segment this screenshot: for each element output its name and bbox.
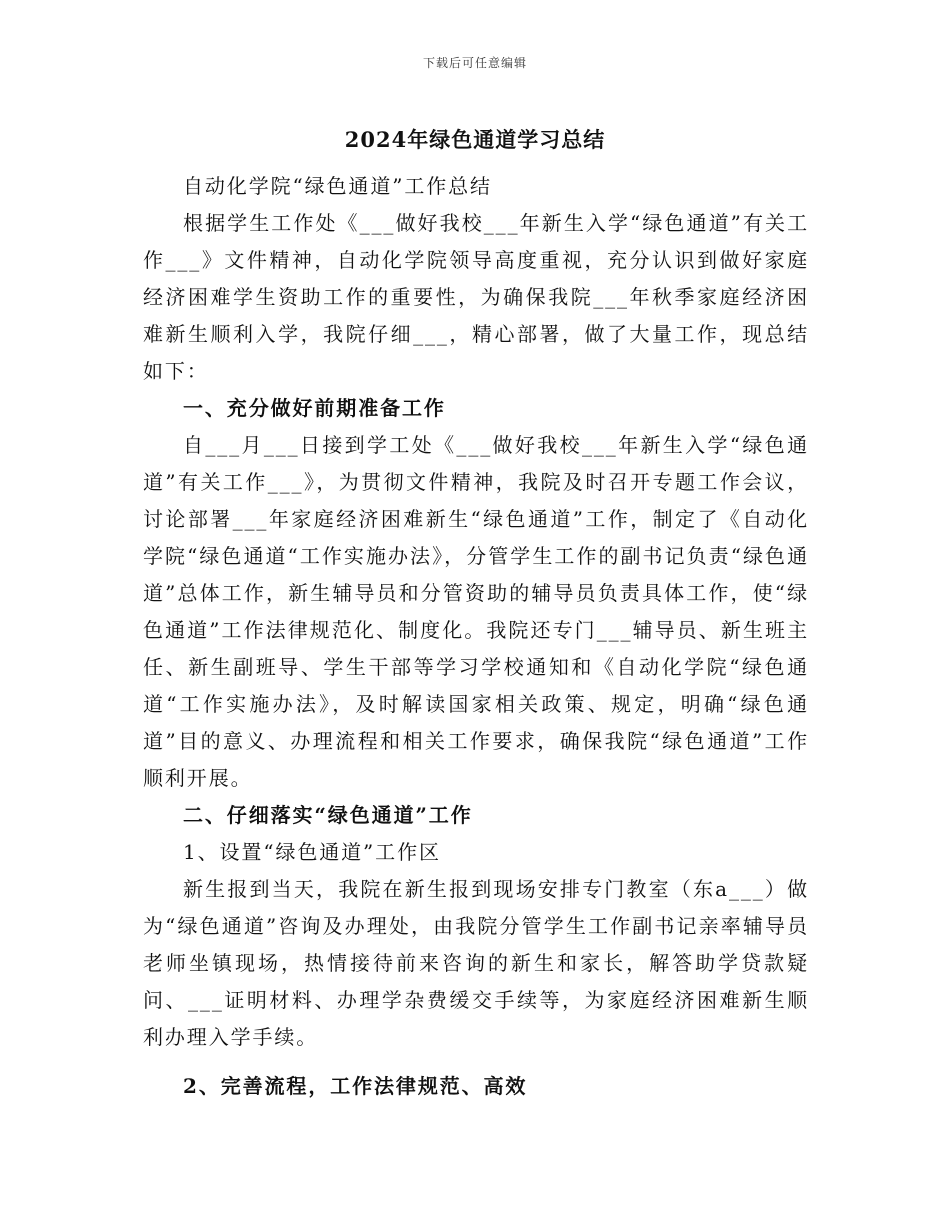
section-heading-2: 二、仔细落实“绿色通道”工作: [183, 803, 473, 827]
section-1-paragraph: 自___月___日接到学工处《___做好我校___年新生入学“绿色通道”有关工作___》，为贯彻文件精神，我院及时召开专题工作会议，讨论部署___年家庭经济困难新生“绿色通道”工作，制定了《自动化学院“绿色通道“工作实施办法》，分管学生工作的副书记负责“绿色通道”总体工作，新生辅导员和分管资助的辅导员负责具体工作，使“绿色通道”工作法律规范化、制度化。我院还专门___辅导员、新生班主任、新生副班导、学生干部等学习学校通知和《自动化学院“绿色通道“工作实施办法》，及时解读国家相关政策、规定，明确“绿色通道”目的意义、办理流程和相关工作要求，确保我院“绿色通道”工作顺利开展。: [143, 433, 809, 790]
document-body: [143, 168, 809, 1105]
section-2-1-paragraph: 新生报到当天，我院在新生报到现场安排专门教室（东a___）做为“绿色通道”咨询及办理处，由我院分管学生工作副书记亲率辅导员老师坐镇现场，热情接待前来咨询的新生和家长，解答助学贷款疑问、___证明材料、办理学杂费缓交手续等，为家庭经济困难新生顺利办理入学手续。: [143, 877, 809, 1049]
subtitle-paragraph: 自动化学院“绿色通道”工作总结: [183, 174, 492, 198]
intro-paragraph: 根据学生工作处《___做好我校___年新生入学“绿色通道”有关工作___》文件精神，自动化学院领导高度重视，充分认识到做好家庭经济困难学生资助工作的重要性，为确保我院___年秋季家庭经济困难新生顺利入学，我院仔细___，精心部署，做了大量工作，现总结如下：: [143, 211, 809, 383]
subheading-2-1: 1、设置“绿色通道”工作区: [183, 840, 441, 864]
header-note: 下载后可任意编辑: [422, 56, 527, 70]
document-title: 2024年绿色通道学习总结: [344, 127, 606, 152]
section-heading-1: 一、充分做好前期准备工作: [183, 396, 446, 420]
subheading-2-2: 2、完善流程，工作法律规范、高效: [183, 1074, 528, 1098]
